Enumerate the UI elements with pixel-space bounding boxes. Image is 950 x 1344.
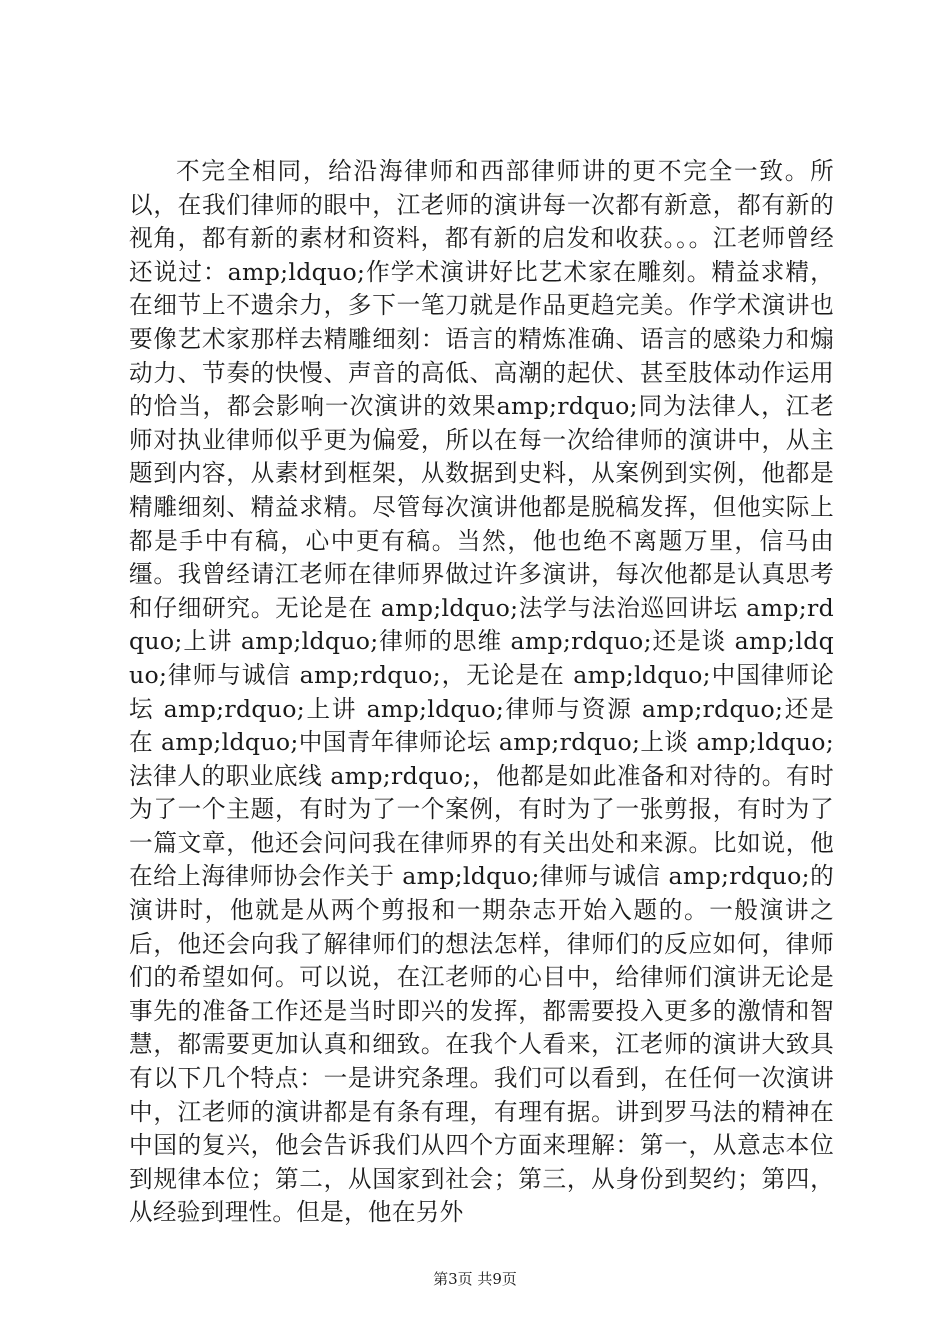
body-paragraph: 不完全相同，给沿海律师和西部律师讲的更不完全一致。所以，在我们律师的眼中，江老师的演讲每一次都有新意，都有新的视角，都有新的素材和资料，都有新的启发和收获。。。江老师曾经还说过：amp;ldquo;作学术演讲好比艺术家在雕刻。精益求精，在细节上不遗余力，多下一笔刀就是作品更趋完美。作学术演讲也要像艺术家那样去精雕细刻：语言的精炼准确、语言的感染力和煽动力、节奏的快慢、声音的高低、高潮的起伏、甚至肢体动作运用的恰当，都会影响一次演讲的效果amp;rdquo;同为法律人，江老师对执业律师似乎更为偏爱，所以在每一次给律师的演讲中，从主题到内容，从素材到框架，从数据到史料，从案例到实例，他都是精雕细刻、精益求精。尽管每次演讲他都是脱稿发挥，但他实际上都是手中有稿，心中更有稿。当然，他也绝不离题万里，信马由缰。我曾经请江老师在律师界做过许多演讲，每次他都是认真思考和仔细研究。无论是在 amp;ldquo;法学与法治巡回讲坛 amp;rdquo;上讲 amp;ldquo;律师的思维 amp;rdquo;还是谈 amp;ldquo;律师与诚信 amp;rdquo;，无论是在 amp;ldquo;中国律师论坛 amp;rdquo;上讲 amp;ldquo;律师与资源 amp;rdquo;还是在 amp;ldquo;中国青年律师论坛 amp;rdquo;上谈 amp;ldquo;法律人的职业底线 amp;rdquo;，他都是如此准备和对待的。有时为了一个主题，有时为了一个案例，有时为了一张剪报，有时为了一篇文章，他还会问问我在律师界的有关出处和来源。比如说，他在给上海律师协会作关于 amp;ldquo;律师与诚信 amp;rdquo;的演讲时，他就是从两个剪报和一期杂志开始入题的。一般演讲之后，他还会向我了解律师们的想法怎样，律师们的反应如何，律师们的希望如何。可以说，在江老师的心目中，给律师们演讲无论是事先的准备工作还是当时即兴的发挥，都需要投入更多的激情和智慧，都需要更加认真和细致。在我个人看来，江老师的演讲大致具有以下几个特点：一是讲究条理。我们可以看到，在任何一次演讲中，江老师的演讲都是有条有理，有理有据。讲到罗马法的精神在中国的复兴，他会告诉我们从四个方面来理解：第一，从意志本位到规律本位；第二，从国家到社会；第三，从身份到契约；第四，从经验到理性。但是，他在另外 bbox=[129, 157, 834, 1227]
page-number-footer: 第3页 共9页 bbox=[433, 1270, 517, 1288]
